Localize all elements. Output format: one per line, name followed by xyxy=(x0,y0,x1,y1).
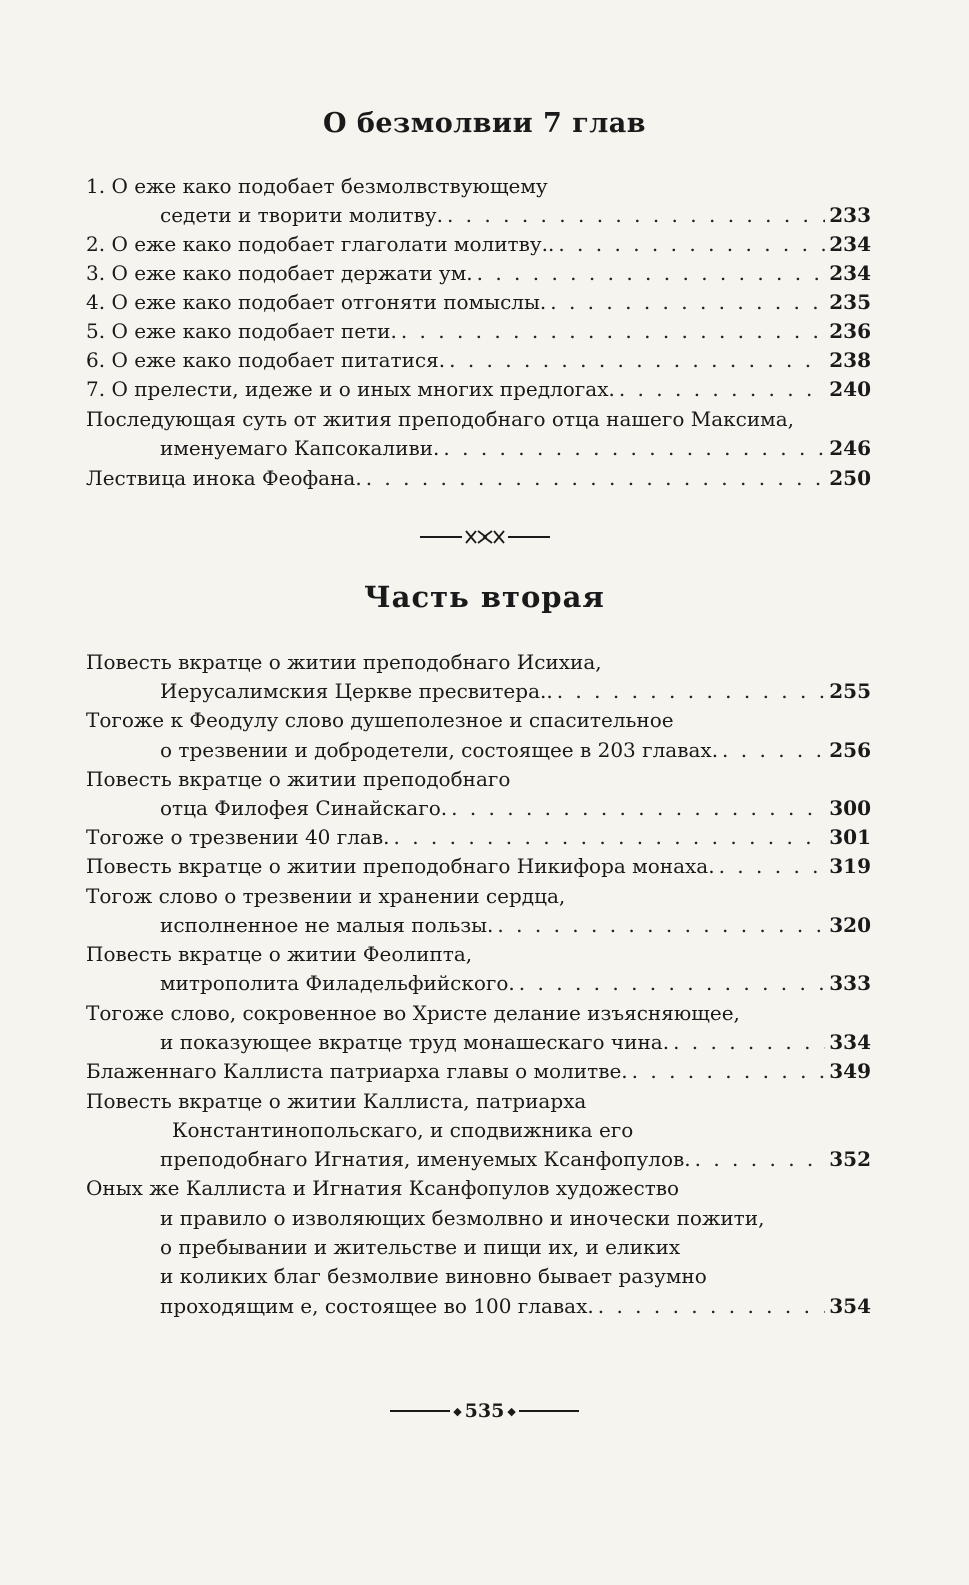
toc-entry-text: 1. О еже како подобает безмолвствующему xyxy=(86,174,548,198)
toc-page-number: 236 xyxy=(829,319,871,343)
toc-page-number: 233 xyxy=(829,203,871,227)
toc-entry-text: Константинопольскаго, и сподвижника его xyxy=(172,1118,634,1142)
toc-entry-text: Повесть вкратце о житии преподобнаго xyxy=(86,767,511,791)
toc-line xyxy=(86,1057,871,1086)
leader-dots xyxy=(443,434,825,463)
toc-line xyxy=(86,823,871,852)
toc-entry-text: 7. О прелести, идеже и о иных многих предлогах. xyxy=(86,377,615,401)
footer-rule-left xyxy=(390,1410,450,1412)
section-title-silence: О безмолвии 7 глав xyxy=(322,108,647,139)
toc-entry-text: митрополита Филадельфийского. xyxy=(160,971,515,995)
toc-entry-text: Тогоже к Феодулу слово душеполезное и спасительное xyxy=(86,708,674,732)
toc-entry-text: Повесть вкратце о житии преподобнаго Никифора монаха. xyxy=(86,854,715,878)
toc-page-number: 235 xyxy=(829,290,871,314)
toc-line xyxy=(160,1233,871,1262)
toc-line xyxy=(160,736,871,765)
leader-dots xyxy=(451,794,825,823)
page-number: 535 xyxy=(464,1400,505,1422)
toc-entry-text: седети и творити молитву. xyxy=(160,203,443,227)
toc-line xyxy=(160,434,871,463)
toc-line xyxy=(160,1028,871,1057)
toc-line xyxy=(86,1087,871,1116)
leader-dots xyxy=(366,464,826,493)
toc-page-number: 256 xyxy=(829,738,871,762)
toc-page-number: 246 xyxy=(829,436,871,460)
toc-page-number: 300 xyxy=(829,796,871,820)
toc-page-number: 333 xyxy=(829,971,871,995)
toc-entry-text: Оных же Каллиста и Игнатия Ксанфопулов художество xyxy=(86,1176,680,1200)
toc-entry-text: и правило о изволяющих безмолвно и иночески пожити, xyxy=(160,1206,765,1230)
toc-entry-text: Повесть вкратце о житии Феолипта, xyxy=(86,942,473,966)
toc-line xyxy=(160,677,871,706)
leader-dots xyxy=(619,375,825,404)
leader-dots xyxy=(550,288,825,317)
toc-entry-text: о пребывании и жительстве и пищи их, и еликих xyxy=(160,1235,681,1259)
toc-line xyxy=(172,1116,871,1145)
diamond-icon: ◆ xyxy=(453,1404,462,1418)
toc-line xyxy=(86,765,871,794)
toc-line xyxy=(86,172,871,201)
toc-entry-text: Лествица инока Феофана. xyxy=(86,466,362,490)
toc-entry-text: 4. О еже како подобает отгоняти помыслы. xyxy=(86,290,547,314)
toc-entry-text: отца Филофея Синайскаго. xyxy=(160,796,448,820)
toc-page-number: 240 xyxy=(829,377,871,401)
toc-entry-text: 3. О еже како подобает держати ум. xyxy=(86,261,473,285)
leader-dots xyxy=(673,1028,825,1057)
toc-entry-text: Иерусалимския Церкве пресвитера.. xyxy=(160,679,553,703)
toc-entry-text: Тогож слово о трезвении и хранении сердца, xyxy=(86,884,566,908)
toc-line xyxy=(86,346,871,375)
toc-entry-text: исполненное не малыя пользы. xyxy=(160,913,494,937)
toc-page-number: 354 xyxy=(829,1294,871,1318)
toc-line xyxy=(160,911,871,940)
toc-line xyxy=(160,1262,871,1291)
toc-entry-text: Тогоже о трезвении 40 глав. xyxy=(86,825,390,849)
page-footer xyxy=(0,1400,969,1422)
toc-line xyxy=(160,201,871,230)
toc-page-number: 234 xyxy=(829,261,871,285)
toc-page-number: 234 xyxy=(829,232,871,256)
toc-page-number: 250 xyxy=(829,466,871,490)
toc-entry-text: 6. О еже како подобает питатися. xyxy=(86,348,446,372)
toc-line xyxy=(86,375,871,404)
leader-dots xyxy=(558,230,825,259)
leader-dots xyxy=(598,1292,826,1321)
leader-dots xyxy=(393,823,825,852)
leader-dots xyxy=(695,1145,826,1174)
toc-entry-text: 2. О еже како подобает глаголати молитву.. xyxy=(86,232,555,256)
toc-page-number: 238 xyxy=(829,348,871,372)
leader-dots xyxy=(447,201,825,230)
toc-entry-text: Повесть вкратце о житии преподобнаго Исихиа, xyxy=(86,650,602,674)
toc-page-number: 320 xyxy=(829,913,871,937)
toc-page-number: 319 xyxy=(829,854,871,878)
toc-line xyxy=(160,1292,871,1321)
leader-dots xyxy=(401,317,825,346)
toc-line xyxy=(160,1145,871,1174)
toc-entry-text: Повесть вкратце о житии Каллиста, патриарха xyxy=(86,1089,587,1113)
toc-entry-text: Блаженнаго Каллиста патриарха главы о молитве. xyxy=(86,1059,628,1083)
toc-line xyxy=(86,405,871,434)
toc-line xyxy=(86,259,871,288)
toc-line xyxy=(86,317,871,346)
leader-dots xyxy=(449,346,825,375)
toc-line xyxy=(160,1204,871,1233)
toc-line xyxy=(86,648,871,677)
toc-entry-text: о трезвении и добродетели, состоящее в 203 главах. xyxy=(160,738,719,762)
toc-page-number: 334 xyxy=(829,1030,871,1054)
toc-line xyxy=(86,1174,871,1203)
leader-dots xyxy=(722,736,825,765)
toc-page-number: 349 xyxy=(829,1059,871,1083)
toc-entry-text: и коликих благ безмолвие виновно бывает разумно xyxy=(160,1264,707,1288)
leader-dots xyxy=(719,852,826,881)
toc-line xyxy=(86,852,871,881)
leader-dots xyxy=(477,259,826,288)
leader-dots xyxy=(557,677,826,706)
toc-line xyxy=(86,464,871,493)
leader-dots xyxy=(497,911,825,940)
ornament-divider-icon xyxy=(420,527,550,547)
toc-entry-text: именуемаго Капсокаливи. xyxy=(160,436,440,460)
toc-entry-text: и показующее вкратце труд монашескаго чина. xyxy=(160,1030,670,1054)
toc-page-number: 301 xyxy=(829,825,871,849)
footer-rule-right xyxy=(519,1410,579,1412)
toc-entry-text: проходящим е, состоящее во 100 главах. xyxy=(160,1294,594,1318)
toc-entry-text: преподобнаго Игнатия, именуемых Ксанфопулов. xyxy=(160,1147,691,1171)
toc-line xyxy=(86,940,871,969)
toc-entry-text: Последующая суть от жития преподобнаго отца нашего Максима, xyxy=(86,407,794,431)
toc-page-number: 255 xyxy=(829,679,871,703)
toc-entry-text: Тогоже слово, сокровенное во Христе делание изъясняющее, xyxy=(86,1001,740,1025)
leader-dots xyxy=(632,1057,826,1086)
toc-line xyxy=(86,230,871,259)
toc-line xyxy=(86,999,871,1028)
leader-dots xyxy=(519,969,825,998)
toc-line xyxy=(160,794,871,823)
toc-entry-text: 5. О еже како подобает пети. xyxy=(86,319,397,343)
toc-page-number: 352 xyxy=(829,1147,871,1171)
diamond-icon: ◆ xyxy=(507,1404,516,1418)
toc-line xyxy=(86,706,871,735)
toc-line xyxy=(86,288,871,317)
toc-line xyxy=(160,969,871,998)
toc-line xyxy=(86,882,871,911)
section-title-part-two: Часть вторая xyxy=(364,580,605,614)
